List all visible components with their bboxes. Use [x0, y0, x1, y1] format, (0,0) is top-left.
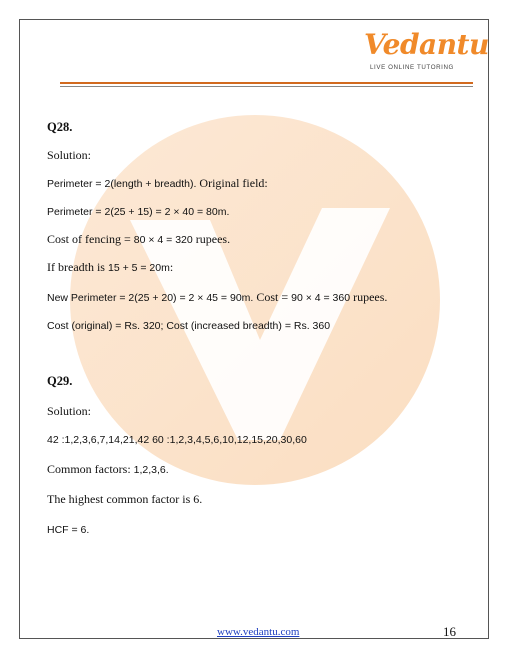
q29-line-2: [47, 462, 169, 477]
q28-line-1: [47, 176, 268, 191]
q28-l1-math: Perimeter = 2(length + breadth).: [47, 178, 197, 190]
q28-l5-math: New Perimeter = 2(25 + 20) = 2 × 45 = 90m.: [47, 292, 254, 304]
logo-tagline: LIVE ONLINE TUTORING: [370, 64, 454, 71]
logo-wordmark: Vedantu: [364, 28, 489, 61]
footer-website-link[interactable]: www.vedantu.com: [217, 626, 300, 638]
q28-l5-text2: rupees.: [350, 290, 388, 304]
vedantu-logo[interactable]: [364, 28, 489, 78]
q28-line-4: [47, 260, 173, 275]
q28-line-3: [47, 232, 230, 247]
q28-l3-text2: rupees.: [192, 232, 231, 246]
q29-line-3: The highest common factor is 6.: [47, 492, 203, 506]
q28-line-6: [47, 318, 330, 333]
header-rule-thin: [60, 86, 473, 87]
q28-l4-text2: :: [169, 260, 174, 274]
q28-l6-math: Cost (original) = Rs. 320; Cost (increased breadth) = Rs. 360: [47, 320, 331, 332]
q28-l4-text: If breadth is: [47, 260, 108, 274]
q29-line-4: [47, 522, 89, 537]
q29-l1-math: 42 :1,2,3,6,7,14,21,42 60 :1,2,3,4,5,6,10,12,15,20,30,60: [47, 434, 307, 446]
q29-l2-text: Common factors:: [47, 462, 134, 476]
q29-solution-label: Solution:: [47, 404, 92, 418]
q28-l5-math2: 90 × 4 = 360: [291, 292, 351, 304]
q29-line-1: [47, 432, 307, 447]
q28-l5-text: Cost =: [253, 290, 292, 304]
q29-l2-math: 1,2,3,6.: [133, 464, 169, 476]
q28-l3-math: 80 × 4 = 320: [133, 234, 193, 246]
question-heading-q29: Q29.: [47, 374, 73, 388]
header-rule: [60, 82, 473, 84]
q29-l4-math: HCF = 6.: [47, 524, 90, 536]
q28-line-5: [47, 290, 387, 305]
q28-l4-math: 15 + 5 = 20m: [107, 262, 170, 274]
page-number: 16: [443, 624, 456, 639]
question-heading-q28: Q28.: [47, 120, 73, 134]
q28-l1-text: Original field:: [196, 176, 268, 190]
q28-solution-label: Solution:: [47, 148, 92, 162]
q28-l3-text: Cost of fencing =: [47, 232, 134, 246]
q28-l2-math: Perimeter = 2(25 + 15) = 2 × 40 = 80m.: [47, 206, 230, 218]
q28-line-2: [47, 204, 229, 219]
